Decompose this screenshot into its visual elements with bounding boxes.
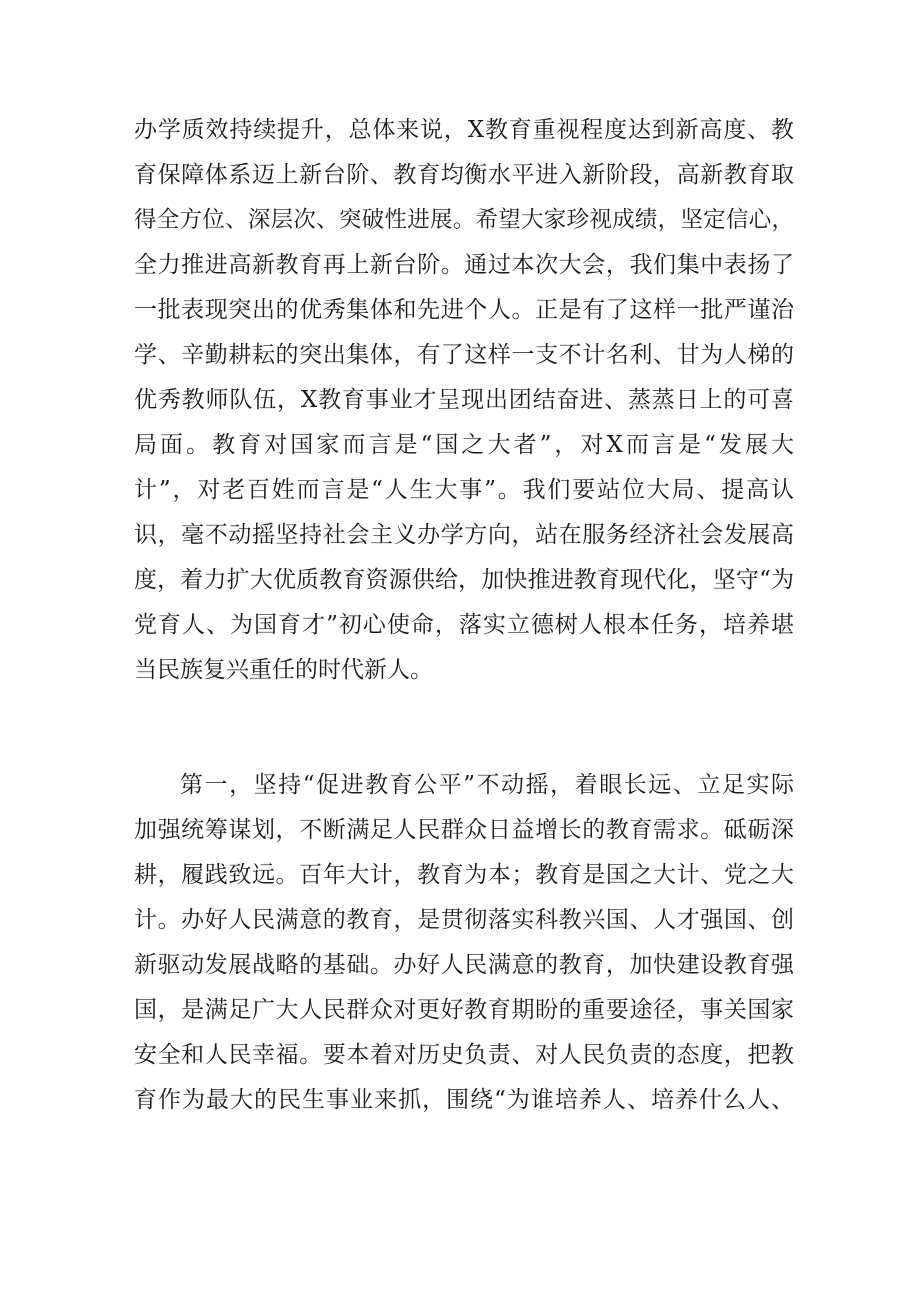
text-line: 安全和人民幸福。要本着对历史负责、对人民负责的态度，把教: [134, 1042, 794, 1068]
text-line: 局面。教育对国家而言是“国之大者”，对X而言是“发展大: [134, 432, 794, 458]
text-line: 国，是满足广大人民群众对更好教育期盼的重要途径，事关国家: [134, 997, 794, 1023]
text-line: 计”，对老百姓而言是“人生大事”。我们要站位大局、提高认: [134, 477, 794, 503]
text-line: 办学质效持续提升，总体来说，X教育重视程度达到新高度、教: [134, 117, 794, 143]
text-line: 一批表现突出的优秀集体和先进个人。正是有了这样一批严谨治: [134, 297, 794, 323]
text-line: 全力推进高新教育再上新台阶。通过本次大会，我们集中表扬了: [134, 252, 794, 278]
text-line: 优秀教师队伍，X教育事业才呈现出团结奋进、蒸蒸日上的可喜: [134, 387, 794, 413]
text-line: 加强统筹谋划，不断满足人民群众日益增长的教育需求。砥砺深: [134, 817, 794, 843]
text-line: 第一，坚持“促进教育公平”不动摇，着眼长远、立足实际: [180, 772, 794, 798]
text-line: 耕，履践致远。百年大计，教育为本；教育是国之大计、党之大: [134, 862, 794, 888]
text-line: 识，毫不动摇坚持社会主义办学方向，站在服务经济社会发展高: [134, 522, 794, 548]
text-line: 新驱动发展战略的基础。办好人民满意的教育，加快建设教育强: [134, 952, 794, 978]
text-line: 度，着力扩大优质教育资源供给，加快推进教育现代化，坚守“为: [134, 567, 794, 593]
text-line: 党育人、为国育才”初心使命，落实立德树人根本任务，培养堪: [134, 612, 794, 638]
text-line: 当民族复兴重任的时代新人。: [134, 657, 433, 683]
text-line: 育作为最大的民生事业来抓，围绕“为谁培养人、培养什么人、: [134, 1087, 794, 1113]
text-line: 学、辛勤耕耘的突出集体，有了这样一支不计名利、甘为人梯的: [134, 342, 794, 368]
text-line: 育保障体系迈上新台阶、教育均衡水平进入新阶段，高新教育取: [134, 162, 794, 188]
text-line: 计。办好人民满意的教育，是贯彻落实科教兴国、人才强国、创: [134, 907, 794, 933]
text-line: 得全方位、深层次、突破性进展。希望大家珍视成绩，坚定信心，: [134, 207, 794, 233]
